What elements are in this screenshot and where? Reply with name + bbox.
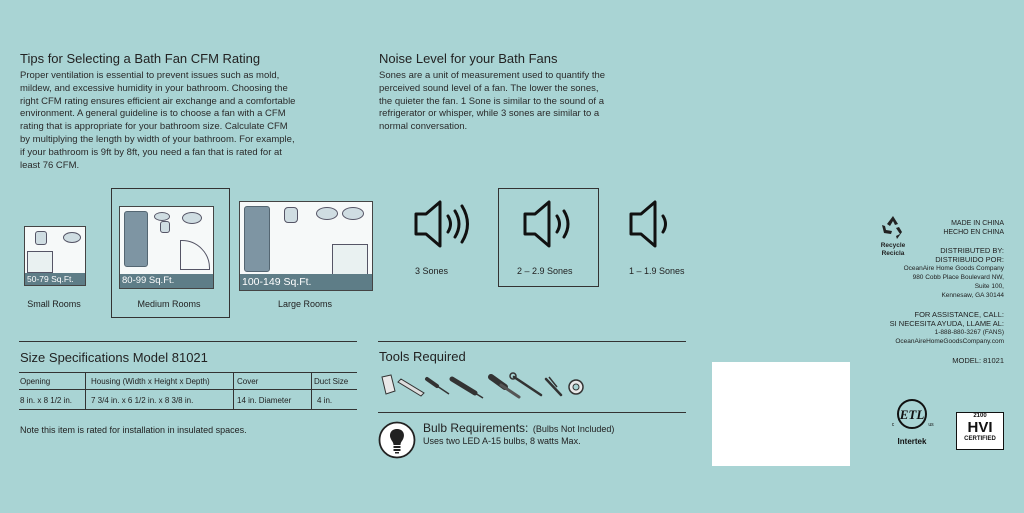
bathtub-icon: [244, 206, 270, 272]
specs-title: Size Specifications Model 81021: [20, 350, 208, 365]
bulb-top-rule: [378, 412, 686, 413]
noise-line: the quieter the fan. 1 Sone is similar to the sound of a: [379, 95, 604, 107]
etl-subtext: Intertek: [897, 437, 927, 446]
shower-icon: [332, 244, 368, 276]
cfm-line: Proper ventilation is essential to prevent issues such as mold,: [20, 70, 280, 81]
made-in: [908, 219, 1004, 237]
assistance-es: SI NECESITA AYUDA, LLAME AL:: [889, 319, 1004, 328]
specs-value-cover: 14 in. Diameter: [237, 396, 292, 405]
room-area-small: 50-79 Sq.Ft.: [25, 273, 85, 285]
utility-knife-icon: [398, 379, 424, 396]
bulb-text: Uses two LED A-15 bulbs, 8 watts Max.: [423, 436, 581, 446]
address-line: Kennesaw, GA 30144: [941, 292, 1004, 299]
cfm-paragraph: [20, 70, 360, 172]
distributor-block: [860, 246, 1004, 300]
specs-header-opening: Opening: [20, 377, 51, 386]
specs-row-rule: [19, 372, 357, 373]
etl-mark: ETL: [899, 407, 925, 422]
speaker-medium-icon: [521, 198, 581, 250]
gloves-icon: [382, 375, 395, 394]
bulb-heading: [423, 419, 614, 437]
sones-label-2: 2 – 2.9 Sones: [517, 266, 573, 276]
etl-us: us: [928, 422, 934, 428]
noise-paragraph: [379, 70, 669, 134]
etl-c: c: [891, 422, 895, 428]
recycle-label-en: Recycle: [880, 242, 906, 249]
noise-line: refrigerator or whisper, while 3 sones are similar to a: [379, 108, 600, 120]
small-room-plan: [24, 226, 86, 286]
website: OceanAireHomeGoodsCompany.com: [895, 338, 1004, 345]
sink-icon: [316, 207, 338, 220]
address-line: Suite 100,: [974, 283, 1004, 290]
sones-label-1: 1 – 1.9 Sones: [629, 266, 685, 276]
pliers-icon: [546, 377, 561, 395]
room-area-large: 100-149 Sq.Ft.: [240, 274, 372, 290]
room-area-medium: 80-99 Sq.Ft.: [120, 274, 213, 288]
specs-col-rule: [311, 372, 312, 409]
bulb-note: (Bulbs Not Included): [532, 424, 615, 434]
recycle-label-es: Recicla: [881, 250, 905, 257]
noise-title: Noise Level for your Bath Fans: [379, 51, 558, 66]
room-label-medium: Medium Rooms: [137, 299, 201, 309]
room-label-large: Large Rooms: [277, 299, 333, 309]
specs-col-rule: [85, 372, 86, 409]
bulb-title: Bulb Requirements:: [423, 421, 529, 435]
assistance-block: [850, 310, 1004, 346]
door-icon: [180, 240, 210, 270]
cfm-line: right CFM rating ensures efficient air exchange and a comfortable: [20, 95, 296, 107]
tape-icon: [569, 380, 583, 394]
tools-top-rule: [378, 341, 686, 342]
hvi-number: 2100: [973, 413, 987, 419]
tools-title: Tools Required: [379, 349, 466, 364]
company-name: OceanAire Home Goods Company: [903, 265, 1004, 272]
sink-icon: [63, 232, 81, 243]
cfm-line: mildew, and excessive humidity in your bathroom. Choosing the: [20, 82, 288, 94]
noise-line: normal conversation.: [379, 121, 468, 133]
distributed-en: DISTRIBUTED BY:: [940, 246, 1004, 255]
medium-room-plan: [119, 206, 214, 289]
label-area: [712, 362, 850, 466]
screwdriver-icon: [427, 379, 449, 394]
cfm-line: environment. A general guideline is to choose a fan with a CFM: [20, 108, 286, 120]
hvi-mark: HVI: [967, 419, 993, 436]
sink-icon: [182, 212, 202, 224]
etl-logo: [886, 398, 938, 438]
hvi-certified: CERTIFIED: [964, 436, 996, 442]
cfm-title: Tips for Selecting a Bath Fan CFM Rating: [20, 51, 261, 66]
noise-line: Sones are a unit of measurement used to quantify the: [379, 70, 606, 81]
assistance-en: FOR ASSISTANCE, CALL:: [914, 310, 1004, 319]
specs-header-housing: Housing (Width x Height x Depth): [91, 377, 210, 386]
distributed-es: DISTRIBUIDO POR:: [935, 255, 1004, 264]
specs-row-rule: [19, 389, 357, 390]
hvi-logo: [956, 412, 1004, 450]
speaker-quiet-icon: [627, 198, 679, 250]
phone-number: 1-888-880-3267 (FANS): [934, 329, 1004, 336]
lightbulb-icon: [378, 421, 416, 459]
specs-value-duct: 4 in.: [317, 396, 333, 405]
hammer-icon: [491, 377, 519, 397]
model-number: MODEL: 81021: [952, 356, 1004, 365]
cfm-line: rating that is appropriate for your bathroom size. Calculate CFM: [20, 121, 288, 133]
made-in-en: MADE IN CHINA: [951, 220, 1004, 227]
address-line: 980 Cobb Place Boulevard NW,: [912, 274, 1004, 281]
recycle-icon: [880, 214, 906, 240]
specs-header-duct: Duct Size: [314, 377, 349, 386]
made-in-es: HECHO EN CHINA: [943, 229, 1004, 236]
sones-label-3: 3 Sones: [415, 266, 449, 276]
specs-header-cover: Cover: [237, 377, 259, 386]
toilet-icon: [35, 231, 47, 245]
cfm-line: by multiplying the length by width of your bathroom. For example,: [20, 133, 295, 145]
specs-top-rule: [19, 341, 357, 342]
cfm-line: if your bathroom is 9ft by 8ft, you need a fan that is rated for at: [20, 146, 282, 158]
specs-value-housing: 7 3/4 in. x 6 1/2 in. x 8 3/8 in.: [91, 396, 194, 405]
tools-illustration: [379, 371, 589, 403]
cfm-line: least 76 CFM.: [20, 159, 80, 171]
toilet-icon: [160, 221, 170, 233]
drill-icon: [452, 379, 483, 398]
specs-note: Note this item is rated for installation in insulated spaces.: [20, 425, 247, 435]
specs-col-rule: [233, 372, 234, 409]
wrench-icon: [510, 373, 541, 395]
room-label-small: Small Rooms: [27, 299, 81, 309]
toilet-icon: [284, 207, 298, 223]
sink-icon: [154, 212, 170, 221]
shower-icon: [27, 251, 53, 273]
specs-value-opening: 8 in. x 8 1/2 in.: [20, 396, 73, 405]
large-room-plan: [239, 201, 373, 291]
speaker-loud-icon: [412, 198, 476, 250]
bathtub-icon: [124, 211, 148, 267]
specs-row-rule: [19, 409, 357, 410]
noise-line: perceived sound level of a fan. The lower the sones,: [379, 82, 599, 94]
sink-icon: [342, 207, 364, 220]
